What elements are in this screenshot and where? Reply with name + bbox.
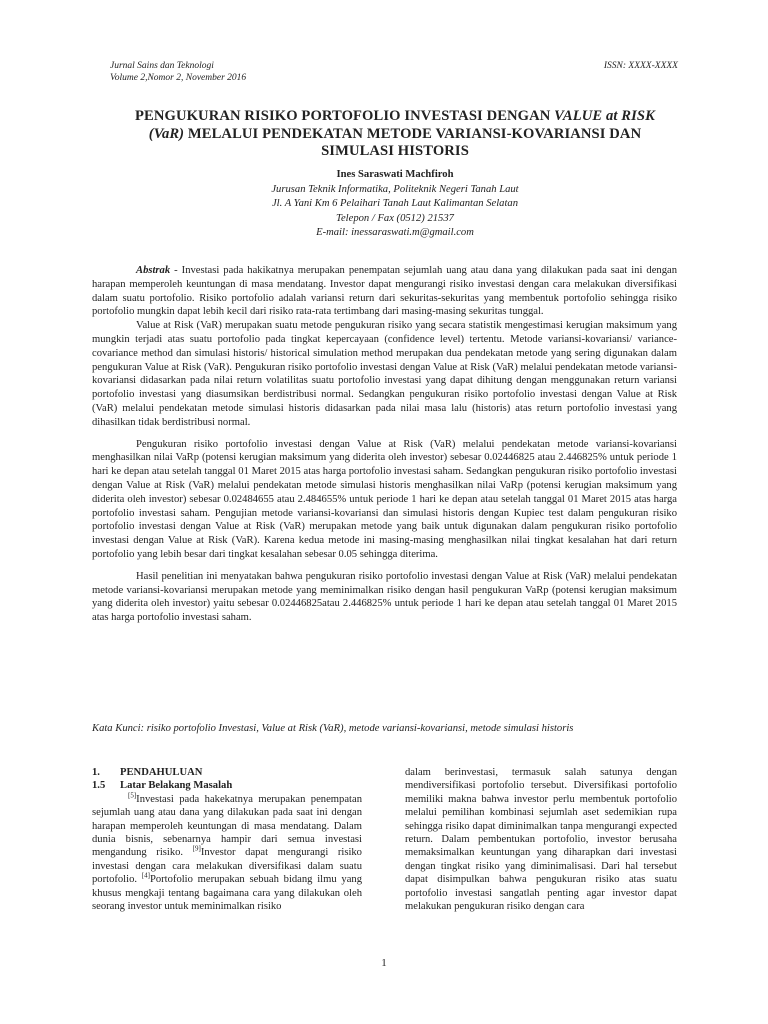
running-header-left: [110, 60, 246, 84]
section-number: 1.: [92, 767, 100, 778]
citation: [5]: [128, 791, 137, 800]
author-phone: Telepon / Fax (0512) 21537: [336, 212, 454, 224]
title-italic: (VaR): [148, 125, 185, 142]
abstract-text: - Investasi pada hakikatnya merupakan penempatan sejumlah uang atau dana yang dilakukan pada saat ini dengan harapan memperoleh keuntungan di masa mendatang. Investor dapat mengurangi risiko investasi dengan cara melakukan diversifikasi dalam suatu portofolio. Risiko portofolio adalah variansi return dari sekuritas-sekuritas yang membentuk portofolio sehingga risiko portofolio mungkin dapat lebih kecil dari risiko rata-rata tertimbang dari masing-masing sekuritas tunggal.: [92, 265, 677, 318]
abstract: [92, 264, 677, 625]
author-email: E-mail: inessaraswati.m@gmail.com: [316, 227, 474, 239]
section-title: PENDAHULUAN: [120, 767, 203, 778]
body-text: Portofolio merupakan sebuah bidang ilmu yang khusus mengkaji tentang bagaimana cara yang dilakukan oleh seorang investor untuk meminimalkan risiko: [92, 874, 362, 913]
abstract-label: Abstrak: [136, 265, 171, 276]
title-text: MELALUI PENDEKATAN METODE VARIANSI-KOVARIANSI DAN: [184, 125, 642, 142]
section-number: 1.5: [92, 780, 106, 792]
keywords: Kata Kunci: risiko portofolio Investasi, Value at Risk (VaR), metode variansi-kovariansi, metode simulasi historis: [92, 723, 574, 734]
body-text: Investasi pada hakekatnya merupakan penempatan sejumlah uang atau dana yang dilakukan pada saat ini dengan harapan memperoleh keuntungan di masa mendatang. Dalam dunia bisnis, sebenarnya hampir dari semua investasi mengandung risiko.: [92, 793, 362, 859]
body-paragraph: dalam berinvestasi, termasuk salah satunya dengan mendiversifikasi portofolio tersebut. Diversifikasi portofolio memiliki makna bahwa investor perlu membentuk portofolio melalui pemilihan kombinasi sejumlah aset sedemikian rupa sehingga risiko dapat diminimalkan tanpa mengurangi expected return. Dalam pembentukan portofolio, investor berusaha memaksimalkan keuntungan yang diharapkan dari investasi dengan tingkat risiko yang diminimalisasi. Dari hal tersebut dapat disimpulkan bahwa pengukuran risiko atas suatu portofolio investasi sangatlah penting agar investor dapat melakukan pengukuran risiko dengan cara: [405, 767, 677, 913]
abstract-paragraph: [92, 264, 677, 319]
body-column-left: [92, 766, 362, 913]
body-column-right: [405, 766, 677, 913]
abstract-paragraph: Hasil penelitian ini menyatakan bahwa pengukuran risiko portofolio investasi dengan Value at Risk (VaR) melalui pendekatan metode variansi-kovariansi merupakan metode yang meminimalkan risiko dengan hasil pengukuran VaRp (potensi kerugian maksimum yang diderita oleh investor) yaitu sebesar 0.02446825atau 2.446825% untuk periode 1 hari ke depan atau setelah tanggal 01 Maret 2015 atas harga portofolio investasi saham.: [92, 570, 677, 624]
journal-volume: Volume 2,Nomor 2, November 2016: [110, 73, 247, 83]
body-text: Investor dapat mengurangi risiko investasi dengan cara melakukan diversifikasi dalam suatu portofolio.: [92, 847, 362, 886]
title-text: SIMULASI HISTORIS: [321, 143, 469, 159]
page-number: 1: [381, 957, 387, 969]
title-italic: VALUE at RISK: [554, 108, 655, 124]
abstract-paragraph: Value at Risk (VaR) merupakan suatu metode pengukuran risiko yang secara statistik mengestimasi kerugian maksimum yang mungkin terjadi atas suatu portofolio pada tingkat kepercayaan (confidence level) tertentu. Metode variansi-kovariansi/ variance-covariance method dan simulasi historis/ historical simulation method merupakan dua pendekatan metode yang sering digunakan dalam pengukuran Value at Risk (VaR). Pengukuran risiko portofolio investasi dengan Value at Risk (VaR) melalui pendekatan metode variansi-kovariansi didasarkan pada nilai return volatilitas suatu portofolio investasi yang dapat dihitung dengan menggunakan return variansi portofolio investasi yang diasumsikan berdistribusi normal. Sedangkan pengukuran risiko portofolio investasi dengan Value at Risk (VaR) melalui pendekatan metode simulasi historis didasarkan pada nilai masa lalu (historis) atas return portofolio investasi yang dihasilkan tidak berdistribusi normal.: [92, 320, 677, 428]
body-paragraph: [92, 793, 362, 914]
issn: ISSN: XXXX-XXXX: [603, 61, 678, 71]
section-heading: [92, 766, 362, 779]
author-affiliation: Jurusan Teknik Informatika, Politeknik Negeri Tanah Laut: [271, 183, 519, 195]
section-title: Latar Belakang Masalah: [120, 780, 233, 792]
author-address: Jl. A Yani Km 6 Pelaihari Tanah Laut Kalimantan Selatan: [271, 198, 519, 210]
paper-title: [100, 108, 690, 161]
abstract-paragraph: Pengukuran risiko portofolio investasi dengan Value at Risk (VaR) melalui pendekatan metode variansi-kovariansi menghasilkan nilai VaRp (potensi kerugian maksimum yang diderita oleh investor) sebesar 0.02446825 atau 2.446825% untuk periode 1 hari ke depan atau setelah tanggal 01 Maret 2015 atas harga portofolio investasi saham. Sedangkan pengukuran risiko portofolio investasi dengan Value at Risk (VaR) melalui pendekatan metode simulasi historis menghasilkan nilai VaRp (potensi kerugian maksimum yang diderita oleh investor) sebesar 0.02484655 atau 2.484655% untuk periode 1 hari ke depan atau setelah tanggal 01 Maret 2015 atas harga portofolio investasi saham. Pengujian metode variansi-kovariansi dan simulasi historis dengan Kupiec test dalam pengukuran risiko portofolio investasi dengan Value at Risk (VaR) merupakan metode yang baik untuk digunakan dalam pengukuran risiko portofolio investasi dengan Value at Risk (VaR). Karena kedua metode ini masing-masing menghasilkan nilai tingkat kesalahan hat dari return portofolio yang lebih besar dari tingkat kesalahan sebesar 0.05 sehingga diterima.: [92, 438, 677, 560]
citation: [9]: [192, 844, 201, 853]
author-block: [130, 168, 660, 241]
journal-name: Jurnal Sains dan Teknologi: [110, 61, 214, 71]
title-text: PENGUKURAN RISIKO PORTOFOLIO INVESTASI DENGAN: [135, 108, 555, 124]
citation: [4]: [141, 871, 150, 880]
author-name: Ines Saraswati Machfiroh: [336, 169, 454, 180]
